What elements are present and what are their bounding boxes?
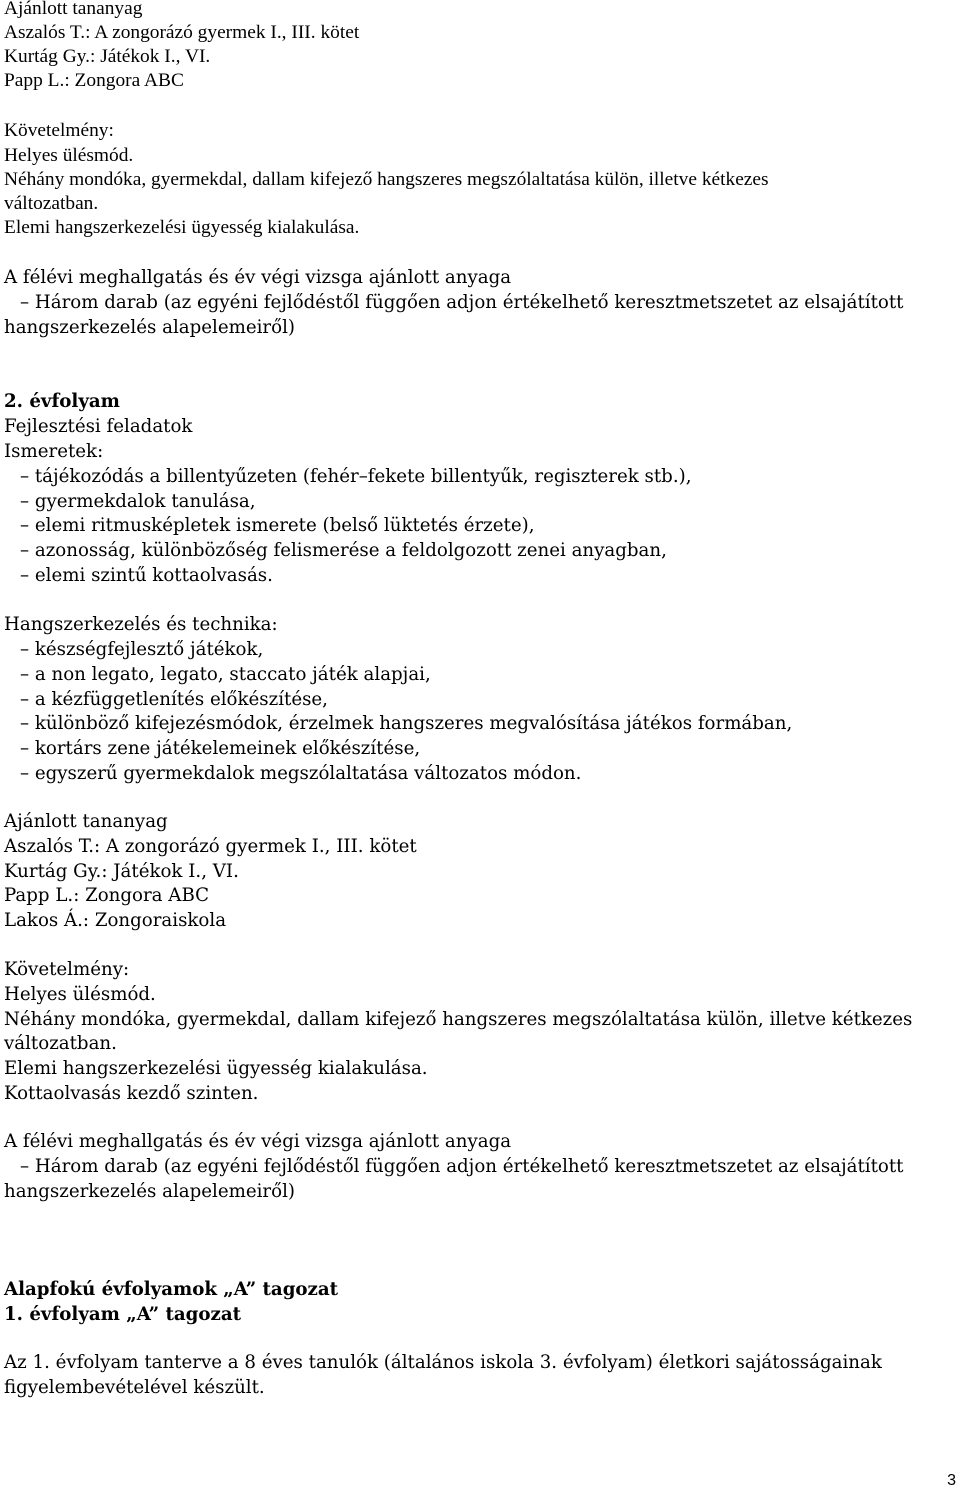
page-number: 3 xyxy=(947,1472,956,1489)
requirements-heading: Követelmény: xyxy=(4,120,114,141)
technique-item: – különböző kifejezésmódok, érzelmek hangszeres megvalósítása játékos formában, xyxy=(20,713,793,734)
knowledge-item: – elemi szintű kottaolvasás. xyxy=(20,565,273,586)
recommended-heading: Ajánlott tananyag xyxy=(4,0,143,19)
book-item: Lakos Á.: Zongoraiskola xyxy=(4,910,227,931)
book-item: Kurtág Gy.: Játékok I., VI. xyxy=(4,861,239,882)
a-track-grade-heading: 1. évfolyam „A” tagozat xyxy=(4,1304,242,1325)
requirement-item: Helyes ülésmód. xyxy=(4,984,156,1005)
exam-heading: A félévi meghallgatás és év végi vizsga ajánlott anyaga xyxy=(4,267,512,288)
knowledge-item: – gyermekdalok tanulása, xyxy=(20,491,256,512)
book-item: Aszalós T.: A zongorázó gyermek I., III. kötet xyxy=(4,836,417,857)
knowledge-item: – azonosság, különbözőség felismerése a feldolgozott zenei anyagban, xyxy=(20,540,667,561)
exam-text: hangszerkezelés alapelemeiről) xyxy=(4,1181,295,1202)
technique-item: – egyszerű gyermekdalok megszólaltatása változatos módon. xyxy=(20,763,582,784)
requirements-heading: Követelmény: xyxy=(4,959,130,980)
a-track-intro: Az 1. évfolyam tanterve a 8 éves tanulók (általános iskola 3. évfolyam) életkori sajátosságainak xyxy=(4,1352,882,1373)
exam-text: hangszerkezelés alapelemeiről) xyxy=(4,317,295,338)
requirement-item: Kottaolvasás kezdő szinten. xyxy=(4,1083,259,1104)
exam-text: – Három darab (az egyéni fejlődéstől függően adjon értékelhető keresztmetszetet az elsajátított xyxy=(20,1156,904,1177)
technique-item: – készségfejlesztő játékok, xyxy=(20,639,264,660)
book-item: Papp L.: Zongora ABC xyxy=(4,70,184,91)
exam-text: – Három darab (az egyéni fejlődéstől függően adjon értékelhető keresztmetszetet az elsajátított xyxy=(20,292,904,313)
development-tasks-heading: Fejlesztési feladatok xyxy=(4,416,193,437)
technique-item: – a non legato, legato, staccato játék alapjai, xyxy=(20,664,431,685)
book-item: Papp L.: Zongora ABC xyxy=(4,885,210,906)
requirement-item: Néhány mondóka, gyermekdal, dallam kifejező hangszeres megszólaltatása külön, illetve kétkezes xyxy=(4,169,769,190)
technique-heading: Hangszerkezelés és technika: xyxy=(4,614,278,635)
recommended-heading: Ajánlott tananyag xyxy=(4,811,168,832)
knowledge-heading: Ismeretek: xyxy=(4,441,104,462)
requirement-item: Elemi hangszerkezelési ügyesség kialakulása. xyxy=(4,1058,428,1079)
requirement-item: változatban. xyxy=(4,1033,117,1054)
requirement-item: Helyes ülésmód. xyxy=(4,145,134,166)
book-item: Aszalós T.: A zongorázó gyermek I., III. kötet xyxy=(4,22,360,43)
requirement-item: változatban. xyxy=(4,193,99,214)
knowledge-item: – elemi ritmusképletek ismerete (belső lüktetés érzete), xyxy=(20,515,535,536)
a-track-heading: Alapfokú évfolyamok „A” tagozat xyxy=(4,1279,339,1300)
exam-heading: A félévi meghallgatás és év végi vizsga ajánlott anyaga xyxy=(4,1131,512,1152)
requirement-item: Néhány mondóka, gyermekdal, dallam kifejező hangszeres megszólaltatása külön, illetve kétkezes xyxy=(4,1009,913,1030)
book-item: Kurtág Gy.: Játékok I., VI. xyxy=(4,46,211,67)
technique-item: – kortárs zene játékelemeinek előkészítése, xyxy=(20,738,421,759)
requirement-item: Elemi hangszerkezelési ügyesség kialakulása. xyxy=(4,217,360,238)
knowledge-item: – tájékozódás a billentyűzeten (fehér–fekete billentyűk, regiszterek stb.), xyxy=(20,466,692,487)
a-track-intro: figyelembevételével készült. xyxy=(4,1377,265,1398)
grade-2-title: 2. évfolyam xyxy=(4,391,120,412)
technique-item: – a kézfüggetlenítés előkészítése, xyxy=(20,689,328,710)
